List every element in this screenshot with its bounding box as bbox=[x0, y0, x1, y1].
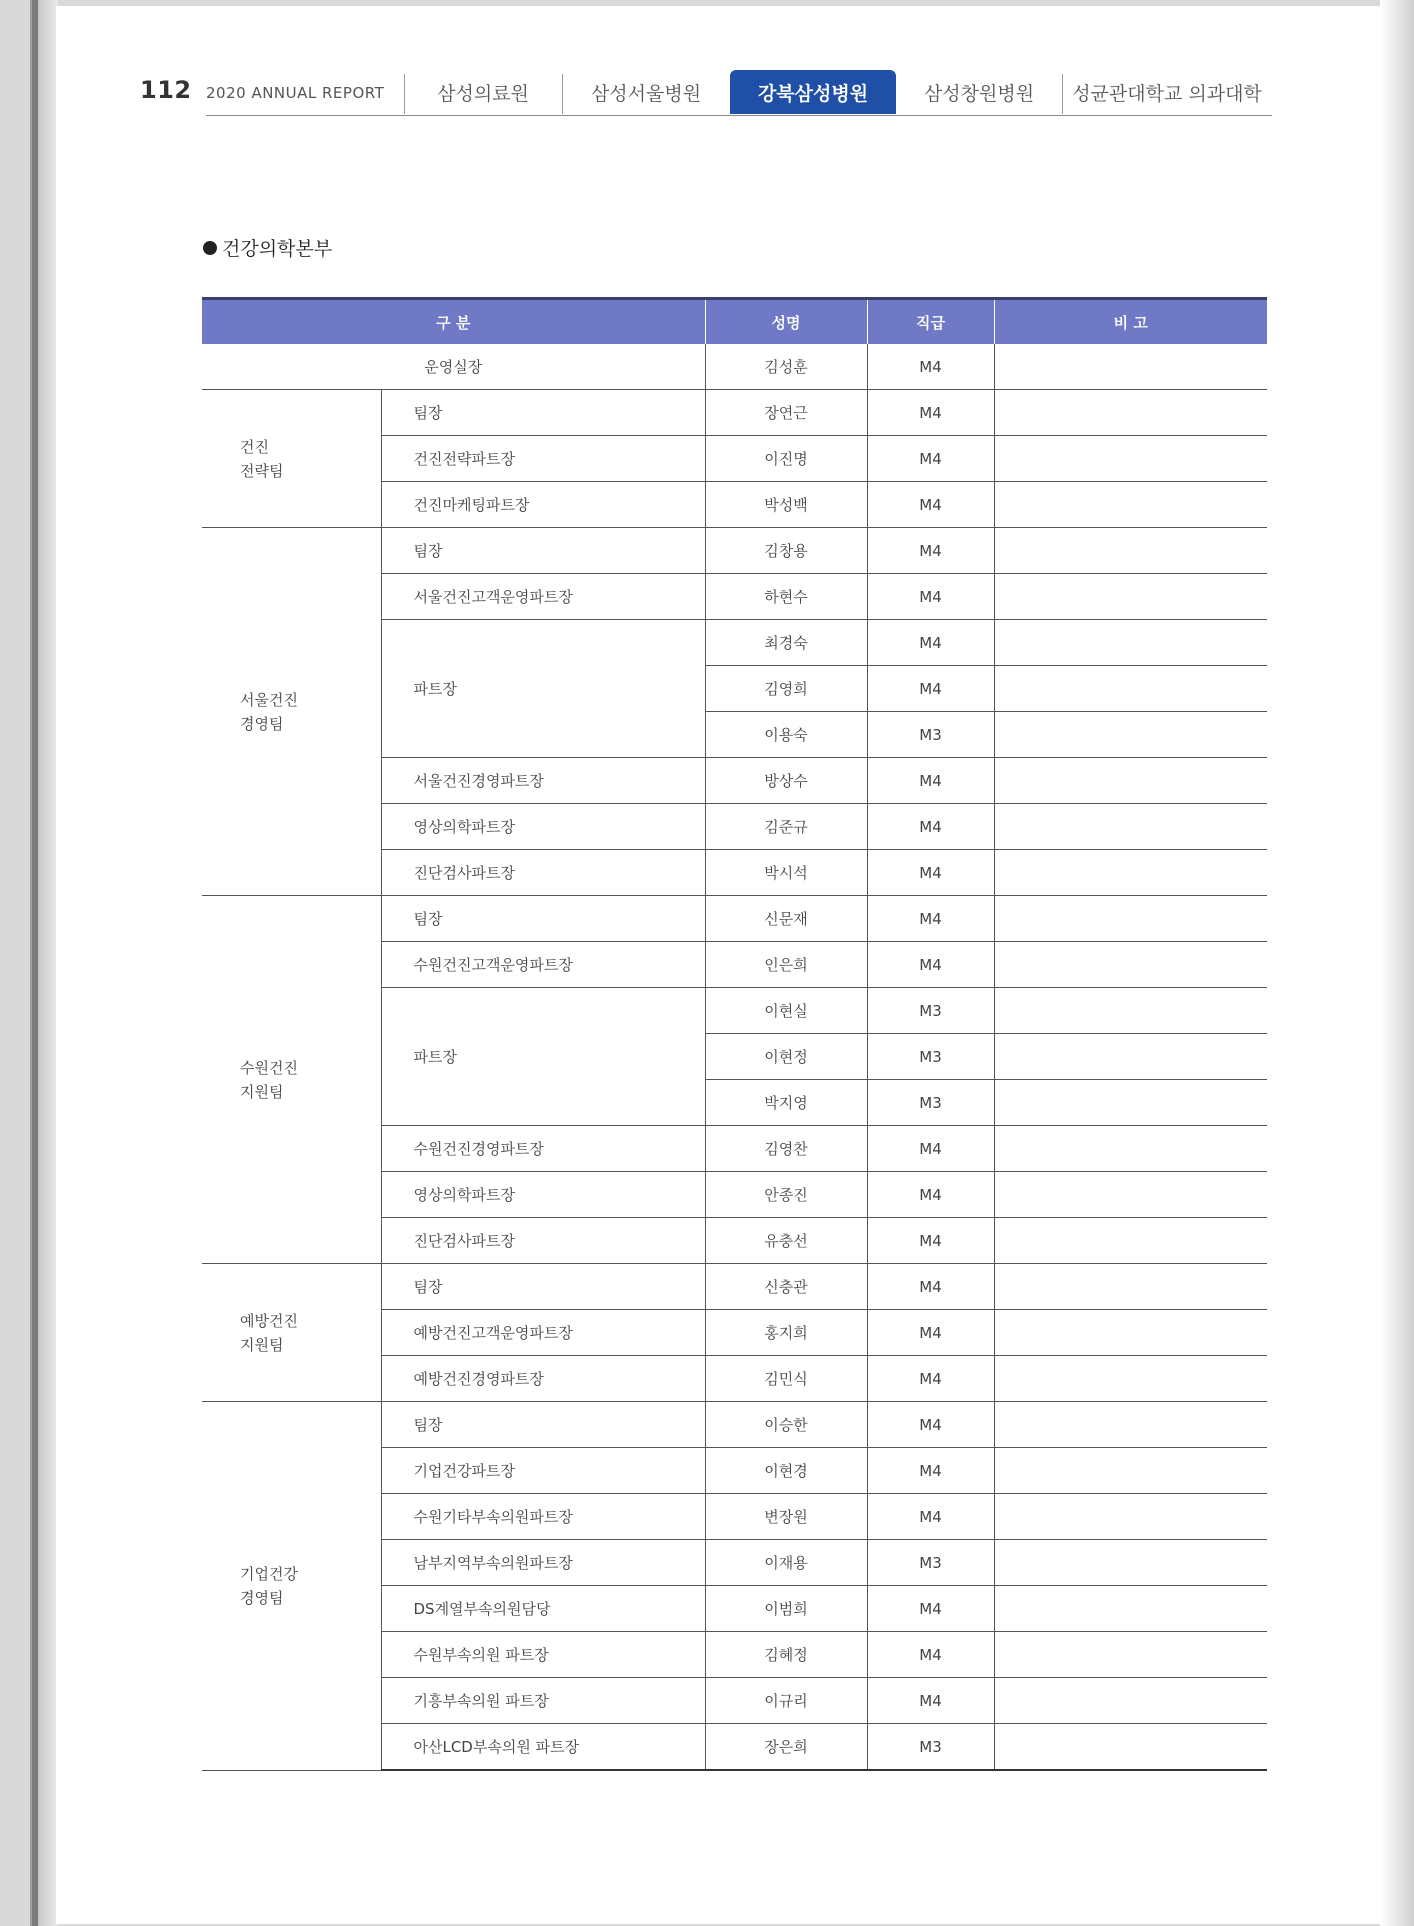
note-cell bbox=[994, 1724, 1267, 1771]
tab-separator bbox=[404, 74, 405, 114]
note-cell bbox=[994, 574, 1267, 620]
page-edge-shadow bbox=[1380, 0, 1414, 1926]
grade-cell: M4 bbox=[867, 1494, 994, 1540]
group-name-line2: 지원팀 bbox=[240, 1335, 284, 1354]
name-cell: 장연근 bbox=[705, 390, 867, 436]
role-cell: 팀장 bbox=[381, 390, 705, 436]
role-cell: 팀장 bbox=[381, 1402, 705, 1448]
name-cell: 김준규 bbox=[705, 804, 867, 850]
name-cell: 장은희 bbox=[705, 1724, 867, 1771]
grade-cell: M4 bbox=[867, 804, 994, 850]
grade-cell: M4 bbox=[867, 1402, 994, 1448]
grade-cell: M4 bbox=[867, 390, 994, 436]
note-cell bbox=[994, 666, 1267, 712]
group-name-line1: 수원건진 bbox=[240, 1058, 298, 1077]
note-cell bbox=[994, 758, 1267, 804]
note-cell bbox=[994, 482, 1267, 528]
role-cell: 영상의학파트장 bbox=[381, 1172, 705, 1218]
role-cell: 기업건강파트장 bbox=[381, 1448, 705, 1494]
note-cell bbox=[994, 1218, 1267, 1264]
role-cell: 수원건진경영파트장 bbox=[381, 1126, 705, 1172]
grade-cell: M4 bbox=[867, 758, 994, 804]
grade-cell: M4 bbox=[867, 620, 994, 666]
name-cell: 김영희 bbox=[705, 666, 867, 712]
section-title bbox=[203, 234, 332, 261]
grade-cell: M4 bbox=[867, 1218, 994, 1264]
page-header bbox=[140, 70, 1272, 116]
role-cell: 진단검사파트장 bbox=[381, 850, 705, 896]
grade-cell: M4 bbox=[867, 1448, 994, 1494]
role-cell: 수원건진고객운영파트장 bbox=[381, 942, 705, 988]
grade-cell: M3 bbox=[867, 1540, 994, 1586]
header-grade: 직급 bbox=[867, 299, 994, 345]
note-cell bbox=[994, 896, 1267, 942]
grade-cell: M4 bbox=[867, 344, 994, 390]
grade-cell: M4 bbox=[867, 1172, 994, 1218]
name-cell: 이현실 bbox=[705, 988, 867, 1034]
tab-label: 성균관대학교 의과대학 bbox=[1072, 82, 1262, 105]
header-division: 구 분 bbox=[202, 299, 705, 345]
grade-cell: M4 bbox=[867, 436, 994, 482]
note-cell bbox=[994, 344, 1267, 390]
tab-label: 삼성의료원 bbox=[437, 82, 529, 105]
role-cell: 서울건진고객운영파트장 bbox=[381, 574, 705, 620]
name-cell: 인은희 bbox=[705, 942, 867, 988]
grade-cell: M3 bbox=[867, 1080, 994, 1126]
role-cell: 파트장 bbox=[381, 620, 705, 758]
name-cell: 이규리 bbox=[705, 1678, 867, 1724]
note-cell bbox=[994, 1310, 1267, 1356]
table-header-row bbox=[202, 299, 1267, 345]
role-cell: 팀장 bbox=[381, 1264, 705, 1310]
role-cell: 예방건진경영파트장 bbox=[381, 1356, 705, 1402]
tab-separator bbox=[1062, 74, 1063, 114]
note-cell bbox=[994, 1126, 1267, 1172]
role-cell: 남부지역부속의원파트장 bbox=[381, 1540, 705, 1586]
note-cell bbox=[994, 1172, 1267, 1218]
role-cell: 건진전략파트장 bbox=[381, 436, 705, 482]
staff-table bbox=[202, 297, 1267, 1771]
table-row bbox=[202, 390, 1267, 436]
name-cell: 신문재 bbox=[705, 896, 867, 942]
name-cell: 최경숙 bbox=[705, 620, 867, 666]
note-cell bbox=[994, 528, 1267, 574]
note-cell bbox=[994, 942, 1267, 988]
name-cell: 박성백 bbox=[705, 482, 867, 528]
table-row bbox=[202, 1402, 1267, 1448]
grade-cell: M4 bbox=[867, 528, 994, 574]
name-cell: 홍지희 bbox=[705, 1310, 867, 1356]
note-cell bbox=[994, 1632, 1267, 1678]
tab-separator bbox=[562, 74, 563, 114]
name-cell: 김혜정 bbox=[705, 1632, 867, 1678]
name-cell: 안종진 bbox=[705, 1172, 867, 1218]
role-cell: 운영실장 bbox=[202, 344, 705, 390]
name-cell: 이진명 bbox=[705, 436, 867, 482]
name-cell: 이재용 bbox=[705, 1540, 867, 1586]
hospital-tabs bbox=[404, 70, 1272, 116]
grade-cell: M4 bbox=[867, 482, 994, 528]
grade-cell: M4 bbox=[867, 1586, 994, 1632]
note-cell bbox=[994, 1034, 1267, 1080]
name-cell: 김영찬 bbox=[705, 1126, 867, 1172]
table-row bbox=[202, 896, 1267, 942]
role-cell: 파트장 bbox=[381, 988, 705, 1126]
note-cell bbox=[994, 712, 1267, 758]
role-cell: 서울건진경영파트장 bbox=[381, 758, 705, 804]
grade-cell: M3 bbox=[867, 712, 994, 758]
grade-cell: M4 bbox=[867, 1126, 994, 1172]
table-body bbox=[202, 344, 1267, 1770]
role-cell: 기흥부속의원 파트장 bbox=[381, 1678, 705, 1724]
spine-edge bbox=[32, 0, 38, 1926]
role-cell: 수원부속의원 파트장 bbox=[381, 1632, 705, 1678]
group-cell bbox=[202, 528, 381, 896]
name-cell: 이범희 bbox=[705, 1586, 867, 1632]
role-cell: 팀장 bbox=[381, 896, 705, 942]
report-label: 2020 ANNUAL REPORT bbox=[206, 84, 385, 102]
grade-cell: M4 bbox=[867, 666, 994, 712]
note-cell bbox=[994, 1264, 1267, 1310]
name-cell: 방상수 bbox=[705, 758, 867, 804]
group-name-line1: 건진 bbox=[240, 437, 269, 456]
section-title-text: 건강의학본부 bbox=[222, 238, 333, 260]
name-cell: 김창용 bbox=[705, 528, 867, 574]
group-name-line1: 기업건강 bbox=[240, 1564, 298, 1583]
group-cell bbox=[202, 1264, 381, 1402]
header-name: 성명 bbox=[705, 299, 867, 345]
role-cell: 진단검사파트장 bbox=[381, 1218, 705, 1264]
page-number: 112 bbox=[140, 76, 192, 104]
note-cell bbox=[994, 1080, 1267, 1126]
name-cell: 이현경 bbox=[705, 1448, 867, 1494]
note-cell bbox=[994, 804, 1267, 850]
note-cell bbox=[994, 850, 1267, 896]
role-cell: 수원기타부속의원파트장 bbox=[381, 1494, 705, 1540]
tab-samsung-medical-center[interactable] bbox=[404, 70, 562, 114]
grade-cell: M4 bbox=[867, 1310, 994, 1356]
name-cell: 김성훈 bbox=[705, 344, 867, 390]
note-cell bbox=[994, 1540, 1267, 1586]
tab-label: 강북삼성병원 bbox=[757, 82, 869, 105]
group-cell bbox=[202, 896, 381, 1264]
note-cell bbox=[994, 1356, 1267, 1402]
name-cell: 하현수 bbox=[705, 574, 867, 620]
group-name-line1: 예방건진 bbox=[240, 1311, 298, 1330]
group-cell bbox=[202, 390, 381, 528]
tab-samsung-seoul-hospital[interactable] bbox=[562, 70, 730, 114]
role-cell: 예방건진고객운영파트장 bbox=[381, 1310, 705, 1356]
tab-label: 삼성창원병원 bbox=[923, 82, 1035, 105]
note-cell bbox=[994, 1448, 1267, 1494]
name-cell: 이승한 bbox=[705, 1402, 867, 1448]
grade-cell: M4 bbox=[867, 574, 994, 620]
note-cell bbox=[994, 1402, 1267, 1448]
name-cell: 변장원 bbox=[705, 1494, 867, 1540]
group-name-line2: 전략팀 bbox=[240, 461, 284, 480]
grade-cell: M4 bbox=[867, 1632, 994, 1678]
tab-kangbuk-samsung-hospital[interactable] bbox=[730, 70, 896, 114]
name-cell: 김민식 bbox=[705, 1356, 867, 1402]
role-cell: DS계열부속의원담당 bbox=[381, 1586, 705, 1632]
note-cell bbox=[994, 1494, 1267, 1540]
tab-label: 삼성서울병원 bbox=[590, 82, 702, 105]
bullet-icon bbox=[203, 241, 217, 255]
role-cell: 팀장 bbox=[381, 528, 705, 574]
grade-cell: M3 bbox=[867, 1724, 994, 1771]
name-cell: 박지영 bbox=[705, 1080, 867, 1126]
note-cell bbox=[994, 436, 1267, 482]
role-cell: 아산LCD부속의원 파트장 bbox=[381, 1724, 705, 1771]
name-cell: 박시석 bbox=[705, 850, 867, 896]
grade-cell: M4 bbox=[867, 942, 994, 988]
grade-cell: M4 bbox=[867, 1264, 994, 1310]
grade-cell: M4 bbox=[867, 896, 994, 942]
note-cell bbox=[994, 620, 1267, 666]
name-cell: 신충관 bbox=[705, 1264, 867, 1310]
name-cell: 유충선 bbox=[705, 1218, 867, 1264]
note-cell bbox=[994, 988, 1267, 1034]
note-cell bbox=[994, 390, 1267, 436]
name-cell: 이용숙 bbox=[705, 712, 867, 758]
grade-cell: M4 bbox=[867, 1356, 994, 1402]
grade-cell: M3 bbox=[867, 988, 994, 1034]
name-cell: 이현정 bbox=[705, 1034, 867, 1080]
group-cell bbox=[202, 1402, 381, 1771]
note-cell bbox=[994, 1586, 1267, 1632]
grade-cell: M4 bbox=[867, 1678, 994, 1724]
header-note: 비 고 bbox=[994, 299, 1267, 345]
table-row bbox=[202, 528, 1267, 574]
group-name-line2: 경영팀 bbox=[240, 714, 284, 733]
grade-cell: M4 bbox=[867, 850, 994, 896]
table-row bbox=[202, 1264, 1267, 1310]
group-name-line1: 서울건진 bbox=[240, 690, 298, 709]
grade-cell: M3 bbox=[867, 1034, 994, 1080]
tab-skku-medicine[interactable] bbox=[1062, 70, 1272, 114]
table-row bbox=[202, 344, 1267, 390]
note-cell bbox=[994, 1678, 1267, 1724]
role-cell: 영상의학파트장 bbox=[381, 804, 705, 850]
group-name-line2: 지원팀 bbox=[240, 1082, 284, 1101]
group-name-line2: 경영팀 bbox=[240, 1588, 284, 1607]
tab-samsung-changwon-hospital[interactable] bbox=[896, 70, 1062, 114]
role-cell: 건진마케팅파트장 bbox=[381, 482, 705, 528]
